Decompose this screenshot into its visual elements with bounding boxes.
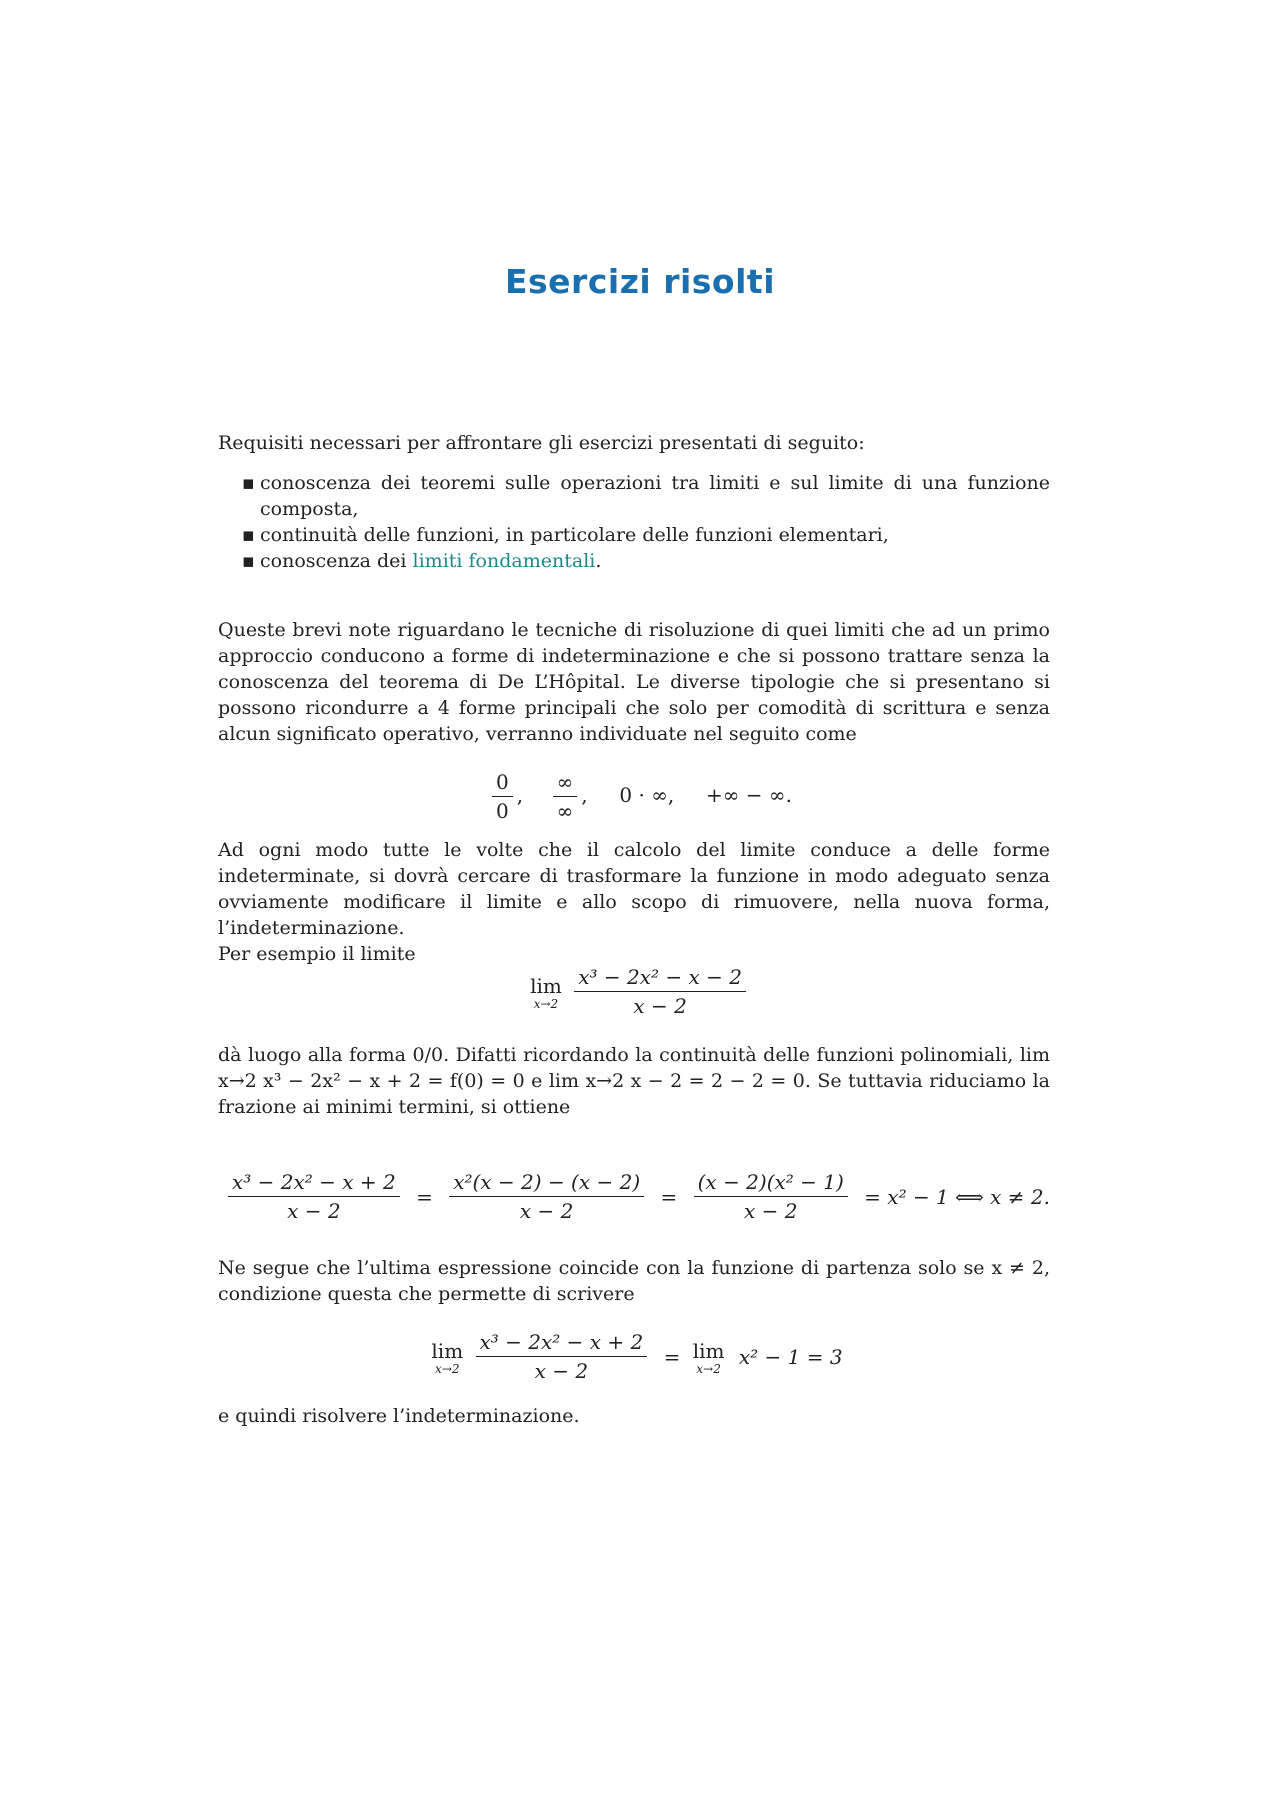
paragraph-conclusion: e quindi risolvere l’indeterminazione. bbox=[218, 1405, 580, 1427]
bullet-icon: ▪ bbox=[242, 524, 255, 546]
bullet-icon: ▪ bbox=[242, 550, 255, 572]
example-limit: lim x→2 $\frac{\text{x³ − 2x² − x − 2}}{x - 2}$ bbox=[0, 965, 1280, 1018]
bullet-icon: ▪ bbox=[242, 472, 255, 494]
paragraph-condition: Ne segue che l’ultima espressione coincide con la funzione di partenza solo se x ≠ 2, condizione questa che permette di scrivere bbox=[218, 1257, 1050, 1305]
page-title: Esercizi risolti bbox=[504, 262, 776, 301]
paragraph-explanation: dà luogo alla forma 0/0. Difatti ricordando la continuità delle funzioni polinomiali, lim x→2 x³ − 2x² − x + 2 = f(0) = 0 e lim x→2 x − 2 = 2 − 2 = 0. Se tuttavia riduciamo la frazione ai minimi termini, si ottiene bbox=[218, 1044, 1050, 1118]
final-limit: lim x→2 $\frac{\text{x³ − 2x² − x + 2}}{x - 2}$ = lim x→2 x² − 1 = 3 bbox=[431, 1330, 843, 1383]
simplification-equation: $\frac{\text{x³ − 2x² − x + 2}}{x - 2}$ = $\frac{\text{x²(x − 2) − (x − 2)}}{x - 2}$ = $\frac{\text{(x − 2)(x² − 1)}}{x - 2}$ = x² − 1 ⟺ x ≠ 2. bbox=[0, 1170, 1280, 1223]
paragraph-intro: Queste brevi note riguardano le tecniche di risoluzione di quei limiti che ad un primo approccio conducono a forme di indeterminazione e che si possono trattare senza la conoscenza del teorema di De L’Hôpital. Le diverse tipologie che si presentano si possono ricondurre a 4 forme principali che solo per comodità di scrittura e senza alcun significato operativo, verranno individuate nel seguito come bbox=[218, 619, 1050, 745]
list-item: ▪ conoscenza dei limiti fondamentali. bbox=[242, 550, 602, 572]
form-inf-minus-inf: +∞ − ∞. bbox=[706, 783, 792, 807]
requirements-list bbox=[240, 470, 1050, 574]
form-inf-over-inf: $\frac{\infty}{\infty}$ bbox=[553, 770, 578, 823]
indeterminate-forms: $\frac{0}{0}$ , $\frac{\infty}{\infty}$ , 0 · ∞, +∞ − ∞. bbox=[0, 770, 1280, 823]
form-zero-times-inf: 0 · ∞, bbox=[619, 783, 675, 807]
paragraph-method: Ad ogni modo tutte le volte che il calcolo del limite conduce a delle forme indeterminate, si dovrà cercare di trasformare la funzione in modo adeguato senza ovviamente modificare il limite e allo scopo di rimuovere, nella nuova forma, l’indeterminazione. Per esempio il limite bbox=[218, 839, 1050, 965]
limiti-fondamentali-link[interactable]: limiti fondamentali bbox=[412, 550, 596, 572]
list-item: ▪ continuità delle funzioni, in particolare delle funzioni elementari, bbox=[242, 524, 889, 546]
form-zero-over-zero: $\frac{0}{0}$ bbox=[492, 770, 513, 823]
requirements-intro: Requisiti necessari per affrontare gli esercizi presentati di seguito: bbox=[218, 432, 865, 454]
list-item: ▪ conoscenza dei teoremi sulle operazioni tra limiti e sul limite di una funzione composta, bbox=[242, 472, 1050, 520]
